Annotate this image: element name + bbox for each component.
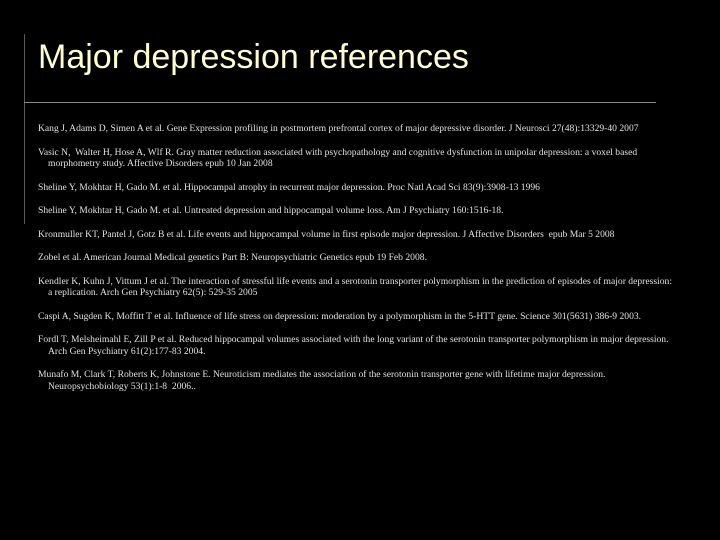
- title-divider: [24, 102, 656, 103]
- reference-item: Sheline Y, Mokhtar H, Gado M. et al. Hippocampal atrophy in recurrent major depression. Proc Natl Acad Sci 83(9):3908-13 1996: [38, 181, 540, 193]
- reference-item: Zobel et al. American Journal Medical genetics Part B: Neuropsychiatric Genetics epub 19 Feb 2008.: [38, 252, 427, 263]
- reference-item: Fordl T, Melsheimahl E, Zill P et al. Reduced hippocampal volumes associated with the long variant of the serotonin transporter polymorphism in major depression. Arch Gen Psychiatry 61(2):177-83 2004.: [38, 334, 671, 357]
- slide-title: Major depression references: [38, 38, 469, 76]
- reference-list: [38, 123, 674, 404]
- reference-item: Sheline Y, Mokhtar H, Gado M. et al. Untreated depression and hippocampal volume loss. Am J Psychiatry 160:1516-18.: [38, 205, 504, 216]
- reference-item: Kang J, Adams D, Simen A et al. Gene Expression profiling in postmortem prefrontal cortex of major depressive disorder. J Neurosci 27(48):13329-40 2007: [38, 123, 639, 134]
- reference-item: Caspi A, Sugden K, Moffitt T et al. Influence of life stress on depression: moderation by a polymorphism in the 5-HTT gene. Science 301(5631) 386-9 2003.: [38, 310, 642, 322]
- reference-item: Kendler K, Kuhn J, Vittum J et al. The interaction of stressful life events and a serotonin transporter polymorphism in the prediction of episodes of major depression: a replication. Arch Gen Psychiatry 62(5): 529-35 2005: [38, 275, 675, 298]
- reference-item: Munafo M, Clark T, Roberts K, Johnstone E. Neuroticism mediates the association of the serotonin transporter gene with lifetime major depression. Neuropsychobiology 53(1):1-8 2006..: [38, 369, 608, 392]
- reference-item: Vasic N, Walter H, Hose A, Wlf R. Gray matter reduction associated with psychopathology and cognitive dysfunction in unipolar depression: a voxel based morphometry study. Affective Disorders epub 10 Jan 2008: [38, 146, 640, 169]
- vertical-rule: [24, 34, 25, 224]
- reference-item: Kronmuller KT, Pantel J, Gotz B et al. Life events and hippocampal volume in first episode major depression. J Affective Disorders epub Mar 5 2008: [38, 228, 615, 240]
